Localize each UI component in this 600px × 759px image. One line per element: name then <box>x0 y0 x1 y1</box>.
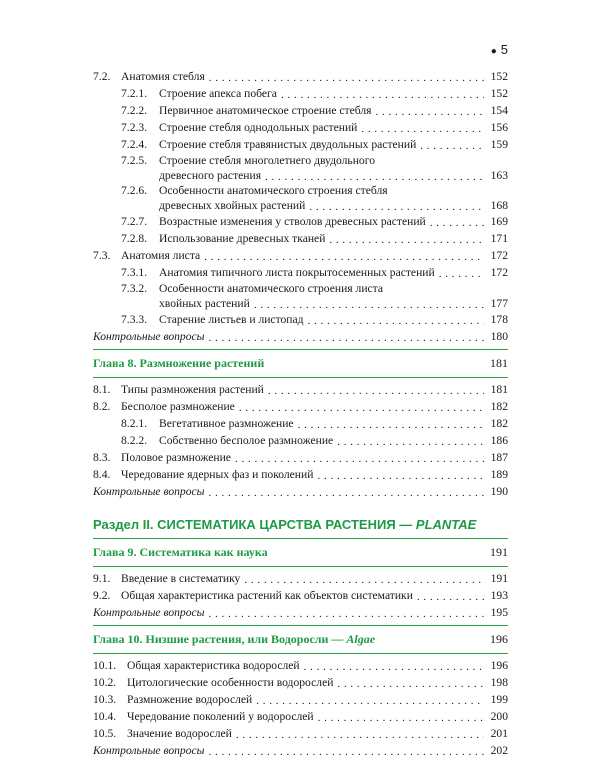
leader-dots <box>298 416 484 428</box>
entry-title: Использование древесных тканей <box>159 232 326 245</box>
leader-dots <box>209 484 484 496</box>
leader-dots <box>272 545 484 557</box>
entry-number: 8.2. <box>93 400 111 413</box>
toc-entry[interactable] <box>93 674 508 691</box>
entry-title: Типы размножения растений <box>121 383 264 396</box>
entry-title: Старение листьев и листопад <box>159 313 304 326</box>
entry-number: 8.4. <box>93 468 111 481</box>
entry-page: 177 <box>490 297 508 310</box>
toc-entry[interactable] <box>93 264 508 281</box>
toc-entry[interactable] <box>93 102 508 119</box>
entry-page: 195 <box>490 606 508 619</box>
leader-dots <box>420 137 484 149</box>
divider <box>93 349 508 350</box>
leader-dots <box>329 231 484 243</box>
entry-number: 7.2.5. <box>121 154 148 167</box>
entry-page: 178 <box>490 313 508 326</box>
entry-page: 168 <box>490 199 508 212</box>
leader-dots <box>204 248 484 260</box>
leader-dots <box>379 632 484 644</box>
entry-number: 9.1. <box>93 572 111 585</box>
entry-page: 159 <box>490 138 508 151</box>
toc-entry[interactable] <box>93 281 508 311</box>
chapter-page: 181 <box>490 356 508 370</box>
entry-number: 7.2. <box>93 70 111 83</box>
leader-dots <box>268 356 484 368</box>
leader-dots <box>308 312 484 324</box>
divider <box>93 377 508 378</box>
leader-dots <box>209 605 484 617</box>
entry-number: 7.3.2. <box>121 282 148 295</box>
chapter-heading[interactable] <box>93 629 508 649</box>
entry-title: Строение стебля травянистых двудольных растений <box>159 138 417 151</box>
toc-entry[interactable] <box>93 381 508 398</box>
toc-entry[interactable] <box>93 398 508 415</box>
divider <box>93 566 508 567</box>
toc-entry[interactable] <box>93 587 508 604</box>
leader-dots <box>417 588 484 600</box>
leader-dots <box>281 86 484 98</box>
entry-number: 8.3. <box>93 451 111 464</box>
page-number-value: 5 <box>500 42 508 57</box>
entry-page: 182 <box>490 417 508 430</box>
bullet-icon: ● <box>490 46 497 57</box>
leader-dots <box>256 692 484 704</box>
toc-entry[interactable] <box>93 449 508 466</box>
entry-title: Строение апекса побега <box>159 87 277 100</box>
entry-number: 10.2. <box>93 676 117 689</box>
divider <box>93 625 508 626</box>
leader-dots <box>209 743 484 755</box>
entry-title: Общая характеристика растений как объектов систематики <box>121 589 413 602</box>
entry-page: 190 <box>490 485 508 498</box>
entry-title: Общая характеристика водорослей <box>127 659 300 672</box>
leader-dots <box>317 467 484 479</box>
toc-entry[interactable] <box>93 466 508 483</box>
toc-entry[interactable] <box>93 657 508 674</box>
entry-title: Особенности анатомического строения стебля <box>159 184 388 197</box>
entry-title: Чередование ядерных фаз и поколений <box>121 468 314 481</box>
entry-number: 7.2.7. <box>121 215 148 228</box>
entry-page: 182 <box>490 400 508 413</box>
section-heading[interactable] <box>93 516 508 534</box>
entry-title: Контрольные вопросы <box>93 330 205 343</box>
entry-title: Возрастные изменения у стволов древесных растений <box>159 215 426 228</box>
entry-page: 202 <box>490 744 508 757</box>
entry-title: Половое размножение <box>121 451 231 464</box>
leader-dots <box>439 265 484 277</box>
entry-page: 201 <box>490 727 508 740</box>
toc-entry[interactable] <box>93 708 508 725</box>
entry-page: 191 <box>490 572 508 585</box>
entry-number: 7.3. <box>93 249 111 262</box>
leader-dots <box>209 329 484 341</box>
entry-title: Размножение водорослей <box>127 693 253 706</box>
divider <box>93 538 508 539</box>
entry-page: 199 <box>490 693 508 706</box>
entry-number: 7.2.1. <box>121 87 148 100</box>
toc-entry-questions[interactable] <box>93 604 508 621</box>
entry-number: 10.1. <box>93 659 117 672</box>
chapter-title <box>93 629 375 649</box>
entry-number: 10.3. <box>93 693 117 706</box>
entry-page: 171 <box>490 232 508 245</box>
entry-title: Строение стебля многолетнего двудольного <box>159 154 375 167</box>
entry-number: 8.2.1. <box>121 417 148 430</box>
chapter-title: Глава 8. Размножение растений <box>93 356 265 370</box>
entry-title: Анатомия листа <box>121 249 201 262</box>
entry-title-continued: хвойных растений <box>159 297 250 310</box>
entry-title: Контрольные вопросы <box>93 606 205 619</box>
toc-entry[interactable] <box>93 415 508 432</box>
entry-number: 9.2. <box>93 589 111 602</box>
entry-title: Чередование поколений у водорослей <box>127 710 314 723</box>
entry-title: Контрольные вопросы <box>93 744 205 757</box>
entry-page: 189 <box>490 468 508 481</box>
entry-title: Вегетативное размножение <box>159 417 294 430</box>
entry-page: 181 <box>490 383 508 396</box>
entry-title: Анатомия стебля <box>121 70 205 83</box>
entry-page: 152 <box>490 70 508 83</box>
toc-entry[interactable] <box>93 230 508 247</box>
leader-dots <box>430 214 484 226</box>
toc-entry[interactable] <box>93 153 508 183</box>
entry-title: Значение водорослей <box>127 727 232 740</box>
toc-entry[interactable] <box>93 85 508 102</box>
entry-title: Первичное анатомическое строение стебля <box>159 104 372 117</box>
leader-dots <box>361 120 484 132</box>
entry-number: 7.2.3. <box>121 121 148 134</box>
entry-page: 172 <box>490 266 508 279</box>
toc-entry-questions[interactable] <box>93 742 508 759</box>
entry-page: 163 <box>490 169 508 182</box>
entry-page: 187 <box>490 451 508 464</box>
entry-page: 200 <box>490 710 508 723</box>
leader-dots <box>318 709 484 721</box>
entry-title: Особенности анатомического строения листа <box>159 282 384 295</box>
entry-number: 10.4. <box>93 710 117 723</box>
table-of-contents <box>93 68 508 759</box>
leader-dots <box>337 433 484 445</box>
toc-entry[interactable] <box>93 183 508 213</box>
entry-title: Строение стебля однодольных растений <box>159 121 358 134</box>
entry-number: 7.2.8. <box>121 232 148 245</box>
chapter-title: Глава 9. Систематика как наука <box>93 545 268 559</box>
entry-page: 172 <box>490 249 508 262</box>
entry-title: Введение в систематику <box>121 572 241 585</box>
toc-entry[interactable] <box>93 68 508 85</box>
entry-number: 7.3.3. <box>121 313 148 326</box>
toc-entry[interactable] <box>93 136 508 153</box>
leader-dots <box>268 382 484 394</box>
leader-dots <box>209 69 484 81</box>
toc-entry[interactable] <box>93 119 508 136</box>
entry-number: 7.2.2. <box>121 104 148 117</box>
chapter-heading[interactable] <box>93 542 508 562</box>
entry-page: 186 <box>490 434 508 447</box>
page-number <box>491 42 508 57</box>
entry-title-continued: древесного растения <box>159 169 262 182</box>
toc-entry[interactable] <box>93 311 508 328</box>
entry-title: Контрольные вопросы <box>93 485 205 498</box>
entry-title: Анатомия типичного листа покрытосеменных растений <box>159 266 435 279</box>
leader-dots <box>304 658 484 670</box>
leader-dots <box>254 297 484 309</box>
entry-number: 7.2.6. <box>121 184 148 197</box>
entry-number: 8.2.2. <box>121 434 148 447</box>
entry-page: 169 <box>490 215 508 228</box>
leader-dots <box>375 103 484 115</box>
entry-number: 7.2.4. <box>121 138 148 151</box>
toc-entry-questions[interactable] <box>93 328 508 345</box>
entry-title: Бесполое размножение <box>121 400 235 413</box>
leader-dots <box>235 450 484 462</box>
toc-entry[interactable] <box>93 247 508 264</box>
entry-title: Собственно бесполое размножение <box>159 434 334 447</box>
leader-dots <box>236 726 484 738</box>
entry-page: 196 <box>490 659 508 672</box>
divider <box>93 653 508 654</box>
toc-entry[interactable] <box>93 725 508 742</box>
entry-page: 154 <box>490 104 508 117</box>
toc-entry[interactable] <box>93 691 508 708</box>
entry-page: 180 <box>490 330 508 343</box>
toc-entry-questions[interactable] <box>93 483 508 500</box>
leader-dots <box>244 571 484 583</box>
entry-page: 193 <box>490 589 508 602</box>
entry-page: 152 <box>490 87 508 100</box>
entry-number: 8.1. <box>93 383 111 396</box>
chapter-latin-name: Algae <box>346 632 376 646</box>
toc-entry[interactable] <box>93 213 508 230</box>
section-latin-name: PLANTAE <box>415 517 477 532</box>
chapter-page: 191 <box>490 545 508 559</box>
entry-page: 156 <box>490 121 508 134</box>
entry-number: 7.3.1. <box>121 266 148 279</box>
chapter-page: 196 <box>490 632 508 646</box>
entry-title: Цитологические особенности водорослей <box>127 676 334 689</box>
entry-page: 198 <box>490 676 508 689</box>
entry-title-continued: древесных хвойных растений <box>159 199 306 212</box>
toc-entry[interactable] <box>93 432 508 449</box>
leader-dots <box>239 399 484 411</box>
chapter-heading[interactable] <box>93 353 508 373</box>
toc-entry[interactable] <box>93 570 508 587</box>
entry-number: 10.5. <box>93 727 117 740</box>
leader-dots <box>309 199 484 211</box>
chapter-title-text: Глава 10. Низшие растения, или Водоросли — <box>93 632 347 646</box>
section-title: Раздел II. СИСТЕМАТИКА ЦАРСТВА РАСТЕНИЯ — <box>93 517 416 532</box>
leader-dots <box>337 675 484 687</box>
leader-dots <box>265 169 484 181</box>
